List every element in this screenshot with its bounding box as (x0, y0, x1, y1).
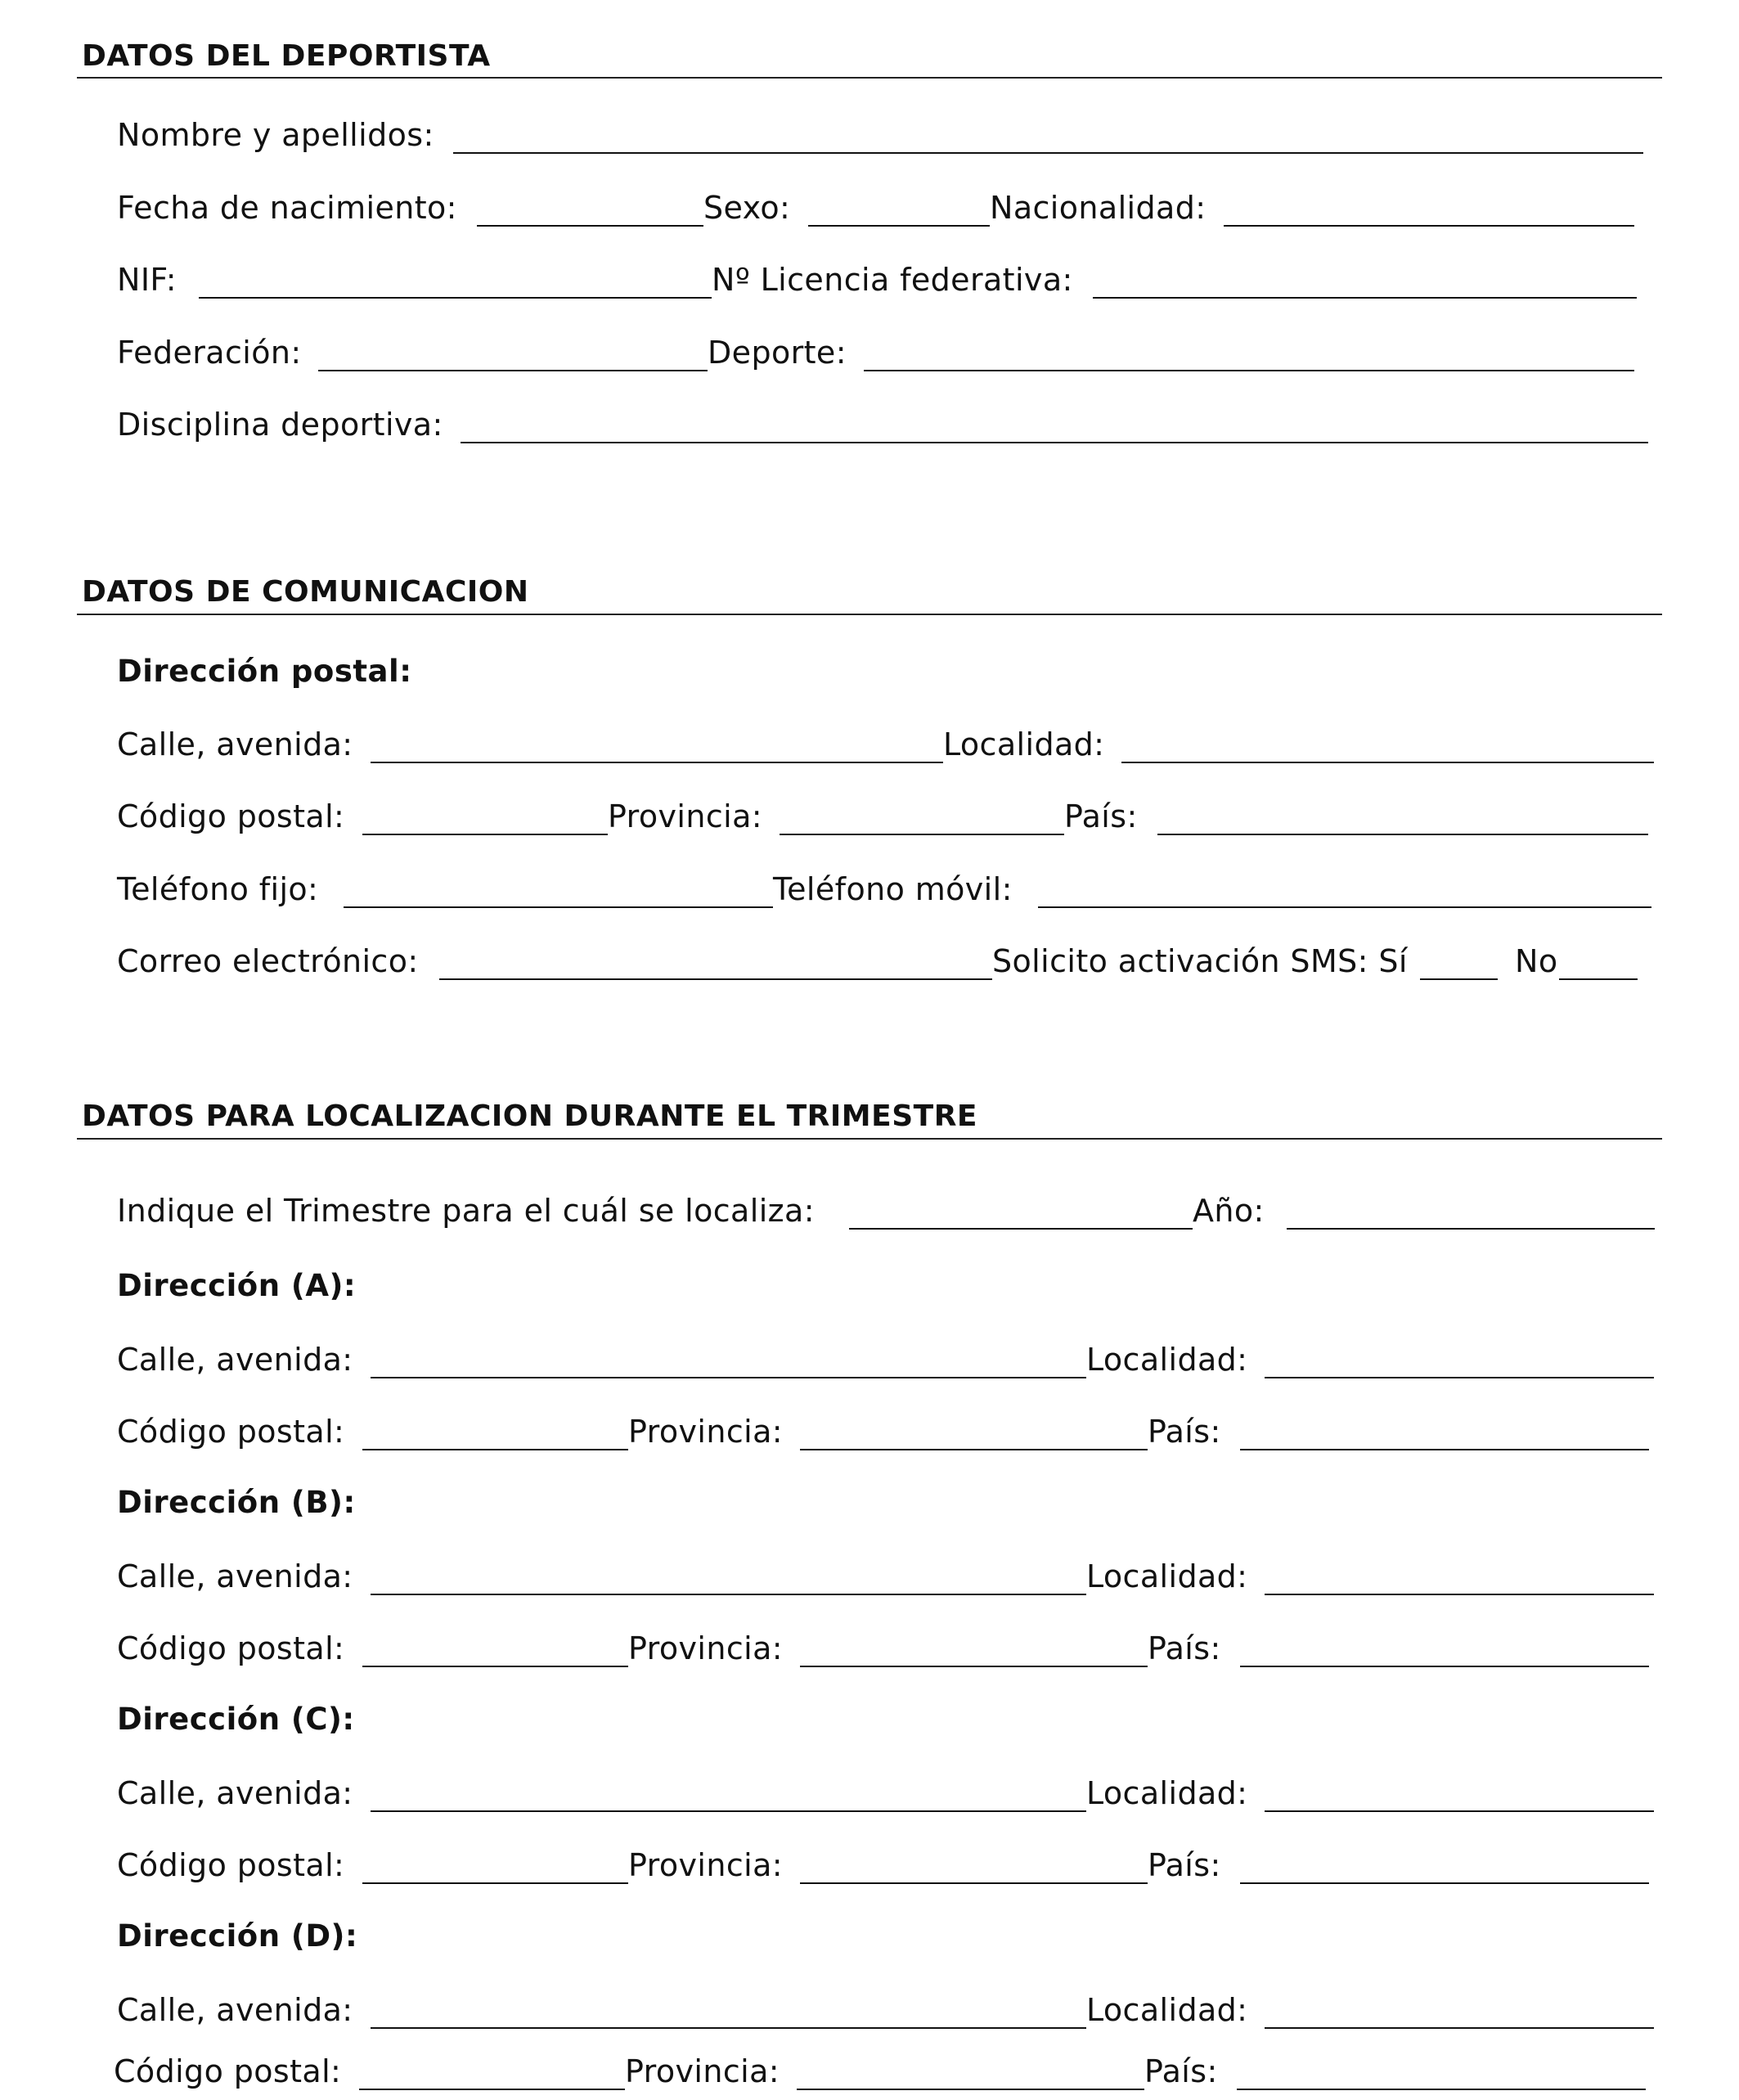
quarter-field[interactable] (849, 1228, 1193, 1230)
email-label: Correo electrónico: (117, 943, 419, 979)
email-field[interactable] (439, 978, 992, 980)
address-b-postal-field[interactable] (362, 1666, 628, 1667)
federation-label: Federación: (117, 335, 302, 371)
postal-code-label: Código postal: (117, 798, 345, 834)
address-d-province-field[interactable] (797, 2089, 1144, 2090)
row-address-c-street (117, 1775, 1656, 1816)
row-quarter-year (117, 1193, 1656, 1234)
address-a-locality-field[interactable] (1265, 1377, 1654, 1378)
year-field[interactable] (1287, 1228, 1655, 1230)
row-address-b-postal (117, 1630, 1656, 1671)
section-title-athlete: DATOS DEL DEPORTISTA (82, 39, 491, 73)
postal-code-field[interactable] (362, 834, 608, 835)
province-label: Provincia: (628, 1630, 783, 1666)
address-b-country-field[interactable] (1240, 1666, 1649, 1667)
address-c-postal-field[interactable] (362, 1882, 628, 1884)
address-c-country-field[interactable] (1240, 1882, 1649, 1884)
row-discipline (117, 407, 1656, 447)
year-label: Año: (1193, 1193, 1265, 1229)
discipline-label: Disciplina deportiva: (117, 407, 443, 443)
full-name-field[interactable] (453, 152, 1643, 154)
row-address-c-postal (117, 1847, 1656, 1888)
address-c-heading: Dirección (C): (117, 1702, 355, 1737)
locality-field[interactable] (1121, 762, 1654, 763)
row-street-locality (117, 726, 1656, 767)
country-label: País: (1148, 1630, 1221, 1666)
address-c-province-field[interactable] (800, 1882, 1148, 1884)
row-nif-license (117, 262, 1656, 303)
address-b-street-field[interactable] (371, 1594, 1086, 1595)
license-field[interactable] (1093, 297, 1637, 299)
birth-date-label: Fecha de nacimiento: (117, 190, 457, 226)
nif-field[interactable] (199, 297, 712, 299)
province-label: Provincia: (625, 2053, 780, 2089)
postal-address-heading: Dirección postal: (117, 654, 412, 689)
sms-yes-field[interactable] (1420, 978, 1498, 980)
row-federation-sport (117, 335, 1656, 375)
postal-code-label: Código postal: (117, 1847, 345, 1883)
address-a-heading: Dirección (A): (117, 1268, 357, 1303)
sms-no-label: No (1515, 943, 1558, 979)
mobile-label: Teléfono móvil: (773, 871, 1013, 907)
address-a-province-field[interactable] (800, 1449, 1148, 1450)
country-label: País: (1148, 1414, 1221, 1450)
full-name-label: Nombre y apellidos: (117, 117, 434, 153)
row-birth-sex-nationality (117, 190, 1656, 231)
country-label: País: (1064, 798, 1138, 834)
row-address-b-street (117, 1558, 1656, 1599)
address-b-heading: Dirección (B): (117, 1485, 356, 1520)
postal-code-label: Código postal: (117, 1630, 345, 1666)
row-address-a-street (117, 1342, 1656, 1383)
street-label: Calle, avenida: (117, 1342, 353, 1378)
address-d-postal-field[interactable] (359, 2089, 625, 2090)
postal-code-label: Código postal: (117, 1414, 345, 1450)
section-divider (77, 77, 1662, 79)
street-label: Calle, avenida: (117, 1775, 353, 1811)
federation-field[interactable] (318, 370, 708, 371)
address-d-street-field[interactable] (371, 2027, 1086, 2029)
sport-field[interactable] (864, 370, 1634, 371)
country-label: País: (1144, 2053, 1218, 2089)
street-label: Calle, avenida: (117, 1992, 353, 2028)
country-field[interactable] (1157, 834, 1648, 835)
landline-label: Teléfono fijo: (117, 871, 319, 907)
nationality-label: Nacionalidad: (990, 190, 1207, 226)
mobile-field[interactable] (1038, 906, 1651, 908)
address-b-province-field[interactable] (800, 1666, 1148, 1667)
address-c-locality-field[interactable] (1265, 1810, 1654, 1812)
landline-field[interactable] (344, 906, 773, 908)
row-address-a-postal (117, 1414, 1656, 1455)
address-d-heading: Dirección (D): (117, 1918, 358, 1954)
locality-label: Localidad: (1086, 1775, 1248, 1811)
address-d-country-field[interactable] (1237, 2089, 1646, 2090)
row-postal-province-country (117, 798, 1656, 839)
province-label: Provincia: (628, 1847, 783, 1883)
sport-label: Deporte: (708, 335, 847, 371)
address-a-country-field[interactable] (1240, 1449, 1649, 1450)
nationality-field[interactable] (1224, 225, 1634, 227)
locality-label: Localidad: (1086, 1992, 1248, 2028)
row-phones (117, 871, 1656, 912)
sex-label: Sexo: (703, 190, 791, 226)
province-field[interactable] (780, 834, 1064, 835)
locality-label: Localidad: (943, 726, 1105, 762)
row-address-d-street (117, 1992, 1656, 2033)
postal-code-label: Código postal: (114, 2053, 342, 2089)
locality-label: Localidad: (1086, 1342, 1248, 1378)
sms-label: Solicito activación SMS: Sí (992, 943, 1408, 979)
row-full-name (117, 117, 1656, 158)
street-field[interactable] (371, 762, 943, 763)
address-b-locality-field[interactable] (1265, 1594, 1654, 1595)
birth-date-field[interactable] (477, 225, 703, 227)
sex-field[interactable] (808, 225, 990, 227)
address-a-postal-field[interactable] (362, 1449, 628, 1450)
country-label: País: (1148, 1847, 1221, 1883)
province-label: Provincia: (608, 798, 762, 834)
discipline-field[interactable] (461, 442, 1648, 443)
street-label: Calle, avenida: (117, 726, 353, 762)
license-label: Nº Licencia federativa: (712, 262, 1073, 298)
quarter-label: Indique el Trimestre para el cuál se localiza: (117, 1193, 815, 1229)
address-c-street-field[interactable] (371, 1810, 1086, 1812)
sms-no-field[interactable] (1559, 978, 1638, 980)
address-d-locality-field[interactable] (1265, 2027, 1654, 2029)
section-divider (77, 1138, 1662, 1140)
section-divider (77, 614, 1662, 615)
row-address-d-postal (114, 2053, 1656, 2094)
province-label: Provincia: (628, 1414, 783, 1450)
locality-label: Localidad: (1086, 1558, 1248, 1594)
section-title-contact: DATOS DE COMUNICACION (82, 575, 529, 609)
street-label: Calle, avenida: (117, 1558, 353, 1594)
row-email-sms (117, 943, 1656, 984)
section-title-location: DATOS PARA LOCALIZACION DURANTE EL TRIMESTRE (82, 1099, 978, 1133)
address-a-street-field[interactable] (371, 1377, 1086, 1378)
nif-label: NIF: (117, 262, 177, 298)
